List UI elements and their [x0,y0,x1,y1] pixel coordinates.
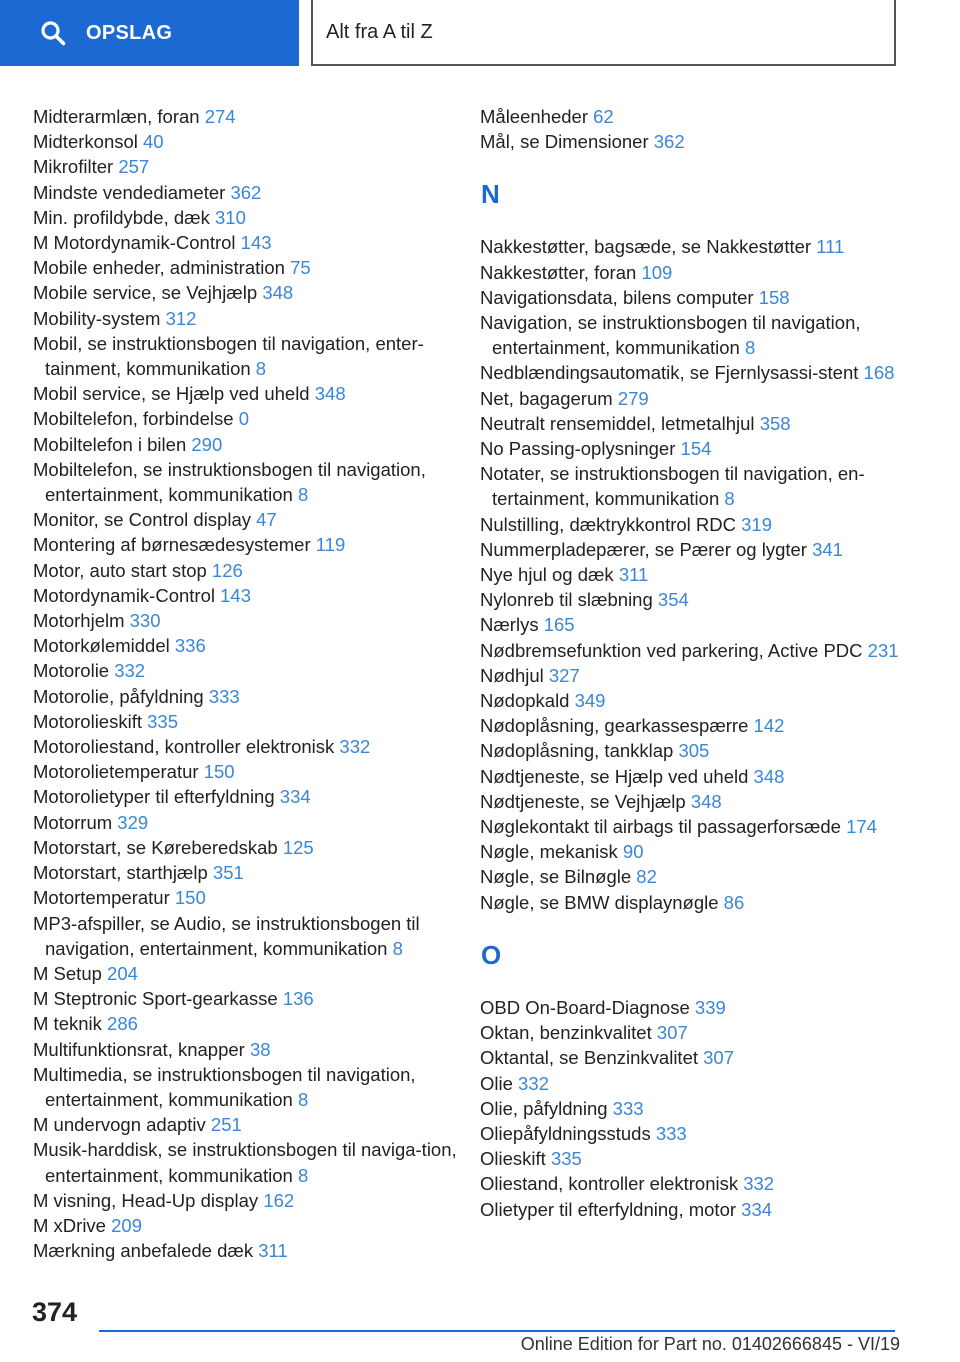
index-entry [480,1071,900,1096]
entry-text: Nulstilling, dæktrykkontrol RDC [480,513,742,535]
page-reference-link[interactable]: 47 [256,509,277,531]
page-reference-link[interactable]: 362 [230,181,262,203]
search-tab-label: OPSLAG [86,21,173,44]
entry-text: M undervogn adaptiv [33,1114,211,1136]
page-reference-link[interactable]: 307 [703,1047,735,1069]
entry-text: Mobil, se instruktionsbogen til navigation, enter-tainment, kommunikation [33,332,424,380]
index-entry [33,784,473,809]
index-entry [33,154,473,179]
page-reference-link[interactable]: 319 [741,513,772,535]
entry-text: Mål, se Dimensioner [480,131,654,153]
index-entry [33,255,473,280]
entry-text: Oktan, benzinkvalitet [480,1022,657,1044]
entry-text: Nummerpladepærer, se Pærer og lygter [480,538,813,560]
index-entry [480,738,900,763]
index-entry [33,1112,473,1137]
index-entry [480,1121,900,1146]
index-entry [480,1146,900,1171]
entry-text: OBD On-Board-Diagnose [480,996,695,1018]
entry-text: Net, bagagerum [480,387,618,409]
index-entry [480,587,900,612]
index-entry [33,860,473,885]
index-entry [33,810,473,835]
section-letter-n: N [481,179,500,210]
index-entry [33,1062,473,1112]
entry-text: Motorolietyper til efterfyldning [33,786,280,808]
index-entry [33,835,473,860]
index-entry [33,558,473,583]
page-reference-link[interactable]: 143 [220,584,251,606]
index-entry [33,734,473,759]
index-entry [480,1171,900,1196]
entry-text: Navigation, se instruktionsbogen til navigation, entertainment, kommunikation [480,312,861,359]
index-entry [480,436,900,461]
page-reference-link[interactable]: 257 [118,156,150,178]
page-reference-link[interactable]: 336 [174,635,206,657]
page-reference-link[interactable]: 154 [680,438,712,460]
entry-text: Mærkning anbefalede dæk [33,1240,259,1262]
page-reference-link[interactable]: 329 [117,811,149,833]
index-entry [33,1037,473,1062]
page-reference-link[interactable]: 8 [392,937,403,959]
page-reference-link[interactable]: 119 [315,534,346,556]
index-entry [33,583,473,608]
entry-text: Midterkonsol [33,131,144,153]
entry-text: M visning, Head-Up display [33,1189,264,1211]
index-entry [480,562,900,587]
index-column-right [480,104,900,1222]
entry-text: Nøgle, se Bilnøgle [480,866,637,888]
index-entry [480,890,900,915]
page-reference-link[interactable]: 111 [816,236,845,258]
index-entry [480,512,900,537]
page-reference-link[interactable]: 348 [314,383,346,405]
page-reference-link[interactable]: 8 [297,1088,309,1110]
footer-divider [99,1330,895,1332]
entry-text: Nedblændingsautomatik, se Fjernlysassi-stent [480,362,864,384]
index-entry [480,1020,900,1045]
index-entry [480,688,900,713]
page-reference-link[interactable]: 168 [863,362,895,384]
index-entry [480,310,900,360]
index-entry [33,1137,473,1187]
index-entry [480,1096,900,1121]
page-reference-link[interactable]: 8 [724,488,735,510]
index-entry [480,360,900,385]
entry-text: Nødhjul [480,664,549,686]
page-reference-link[interactable]: 339 [694,996,726,1018]
entry-text: Motorstart, se Køreberedskab [33,836,283,858]
page-reference-link[interactable]: 82 [636,866,657,888]
index-entry [33,306,473,331]
page-reference-link[interactable]: 305 [678,740,710,762]
page-reference-link[interactable]: 75 [290,257,311,279]
page-reference-link[interactable]: 274 [204,106,236,127]
entry-text: Oliepåfyldningsstuds [480,1122,656,1144]
entry-text: Motorhjelm [33,610,130,632]
index-entry [33,129,473,154]
page-reference-link[interactable]: 286 [107,1013,138,1035]
entry-text: Mindste vendediameter [33,181,231,203]
page-reference-link[interactable]: 290 [191,433,223,455]
index-entry [33,406,473,431]
index-entry [480,411,900,436]
page-reference-link[interactable]: 174 [846,816,877,838]
entry-text: Navigationsdata, bilens computer [480,286,759,308]
entry-text: Nøgle, mekanisk [480,841,623,863]
page-reference-link[interactable]: 136 [282,988,314,1010]
page-reference-link[interactable]: 209 [111,1214,142,1236]
index-entry [480,234,900,259]
entry-text: Motorstart, starthjælp [33,862,213,884]
entry-text: Motorolieskift [33,710,148,732]
entry-text: Mobile enheder, administration [33,257,291,279]
index-entry [480,285,900,310]
index-entry [480,1197,900,1222]
index-entry [33,911,473,961]
entry-text: Motordynamik-Control [33,584,221,606]
entry-text: Nødbremsefunktion ved parkering, Active PDC [480,639,868,661]
index-entry [33,684,473,709]
entry-text: MP3-afspiller, se Audio, se instruktionsbogen til navigation, entertainment, kommunikation [33,912,420,959]
page-reference-link[interactable]: 204 [107,962,138,984]
page-reference-link[interactable]: 332 [114,660,146,682]
entry-text: Nakkestøtter, bagsæde, se Nakkestøtter [480,236,817,258]
page-reference-link[interactable]: 142 [753,715,785,737]
entry-text: M xDrive [33,1214,112,1236]
page-reference-link[interactable]: 312 [165,307,197,329]
page-reference-link[interactable]: 38 [249,1038,271,1060]
index-entry [33,280,473,305]
index-entry [33,986,473,1011]
entry-text: Nøgle, se BMW displaynøgle [480,891,724,913]
page-reference-link[interactable]: 307 [656,1022,688,1044]
index-entry [33,507,473,532]
page-reference-link[interactable]: 330 [129,610,161,632]
index-entry [480,386,900,411]
index-entry [33,709,473,734]
page-reference-link[interactable]: 162 [263,1189,295,1211]
entry-text: Oliestand, kontroller elektronisk [480,1173,744,1195]
entry-text: Mobiltelefon i bilen [33,433,192,455]
entry-text: Nøglekontakt til airbags til passagerforsæde [480,816,847,838]
entry-text: M teknik [33,1013,108,1035]
page-reference-link[interactable]: 327 [548,664,580,686]
index-entry [33,180,473,205]
entry-text: Nylonreb til slæbning [480,589,658,611]
index-entry [33,457,473,507]
index-entry [480,638,900,663]
page-reference-link[interactable]: 40 [143,131,164,153]
entry-text: Nye hjul og dæk [480,564,619,586]
page-reference-link[interactable]: 354 [657,589,689,611]
index-entry [480,789,900,814]
page-reference-link[interactable]: 358 [759,412,791,434]
index-entry [33,759,473,784]
index-entry [480,814,900,839]
index-entry [33,1238,473,1263]
page-reference-link[interactable]: 125 [282,836,314,858]
page-reference-link[interactable]: 332 [743,1173,775,1195]
entry-text: Olie [480,1072,519,1094]
entry-text: Monitor, se Control display [33,509,257,531]
index-entry [33,230,473,255]
page-reference-link[interactable]: 362 [653,131,685,153]
entry-text: Mobiltelefon, se instruktionsbogen til navigation, entertainment, kommunikation [33,458,426,506]
footer-edition: Online Edition for Part no. 01402666845 - VI/19 [520,1334,900,1354]
index-entry [33,608,473,633]
entry-text: Olie, påfyldning [480,1097,613,1119]
entry-text: Motorkølemiddel [33,635,175,657]
page-reference-link[interactable]: 8 [297,1164,309,1186]
entry-text: Mobil service, se Hjælp ved uheld [33,383,315,405]
index-entry [33,1188,473,1213]
entry-text: Olieskift [480,1148,551,1170]
entry-text: Musik-harddisk, se instruktionsbogen til naviga-tion, entertainment, kommunikation [33,1139,457,1186]
index-entry [33,1011,473,1036]
page-reference-link[interactable]: 90 [622,841,644,863]
entry-text: M Setup [33,962,108,984]
page-reference-link[interactable]: 311 [258,1240,288,1262]
entry-text: Nærlys [480,614,544,636]
index-column-left [33,104,473,1263]
page-reference-link[interactable]: 335 [550,1148,582,1170]
entry-text: Mobility-system [33,307,166,329]
entry-text: Motorrum [33,811,118,833]
entry-text: Multifunktionsrat, knapper [33,1038,250,1060]
index-entry [33,532,473,557]
entry-text: Nødopkald [480,690,575,712]
entry-text: Mobiltelefon, forbindelse [33,408,239,430]
entry-text: Mikrofilter [33,156,119,178]
page-reference-link[interactable]: 8 [744,337,756,359]
entry-text: Motoroliestand, kontroller elektronisk [33,736,340,758]
index-entry [480,612,900,637]
entry-text: No Passing-oplysninger [480,438,681,460]
index-entry [33,633,473,658]
page-reference-link[interactable]: 351 [212,862,244,884]
page-reference-link[interactable]: 150 [203,761,235,783]
page-reference-link[interactable]: 86 [723,891,745,913]
page-reference-link[interactable]: 150 [174,887,206,909]
page-reference-link[interactable]: 335 [147,710,178,732]
page-reference-link[interactable]: 143 [240,232,272,254]
entry-text: Nødoplåsning, tankklap [480,740,679,762]
index-entry [480,129,900,154]
entry-text: Motortemperatur [33,887,175,909]
page-reference-link[interactable]: 165 [543,614,575,636]
search-icon [40,20,66,46]
page-reference-link[interactable]: 8 [297,484,309,506]
index-entry [480,764,900,789]
page-reference-link[interactable]: 158 [758,286,790,308]
entry-text: Nødtjeneste, se Hjælp ved uheld [480,765,754,787]
section-letter-o: O [481,939,502,970]
page-reference-link[interactable]: 8 [255,358,267,380]
page-reference-link[interactable]: 348 [753,765,785,787]
entry-text: Notater, se instruktionsbogen til navigation, en-tertainment, kommunikation [480,463,865,510]
entry-text: Motorolie, påfyldning [33,685,209,707]
page-reference-link[interactable]: 332 [339,736,371,758]
index-entry [33,885,473,910]
index-entry [480,104,900,129]
search-tab-button[interactable] [0,0,299,66]
index-entry [480,461,900,511]
top-bar [0,0,960,66]
page-number: 374 [32,1297,78,1327]
entry-text: Montering af børnesædesystemer [33,534,316,556]
page-reference-link[interactable]: 279 [617,387,649,409]
page-reference-link[interactable]: 109 [641,261,673,283]
index-entry [33,961,473,986]
page-reference-link[interactable]: 231 [867,639,899,661]
index-entry [480,995,900,1020]
page-reference-link[interactable]: 349 [574,690,606,712]
page-reference-link[interactable]: 333 [208,685,240,707]
index-entry [33,432,473,457]
page-reference-link[interactable]: 311 [618,564,649,586]
index-entry [480,663,900,688]
page-reference-link[interactable]: 333 [612,1097,644,1119]
index-entry [480,260,900,285]
index-entry [480,1045,900,1070]
index-entry [480,864,900,889]
page-reference-link[interactable]: 251 [210,1114,242,1136]
index-entry [33,104,473,129]
page-reference-link[interactable]: 310 [215,206,246,228]
page-reference-link[interactable]: 341 [812,538,843,560]
entry-text: Olietyper til efterfyldning, motor [480,1198,742,1220]
entry-text: Multimedia, se instruktionsbogen til navigation, entertainment, kommunikation [33,1063,416,1110]
entry-text: Min. profildybde, dæk [33,206,216,228]
index-entry [33,381,473,406]
entry-text: Motorolietemperatur [33,761,204,783]
page-reference-link[interactable]: 0 [238,408,249,430]
entry-text: Oktantal, se Benzinkvalitet [480,1047,704,1069]
section-title: Alt fra A til Z [311,0,896,66]
entry-text: Mobile service, se Vejhjælp [33,282,263,304]
index-entry [480,839,900,864]
index-entry [33,331,473,381]
page-reference-link[interactable]: 348 [262,282,294,304]
index-entry [480,537,900,562]
page-reference-link[interactable]: 334 [741,1198,773,1220]
entry-text: Nødoplåsning, gearkassespærre [480,715,754,737]
entry-text: Nødtjeneste, se Vejhjælp [480,790,691,812]
index-entry [33,1213,473,1238]
index-entry [33,205,473,230]
page-reference-link[interactable]: 333 [655,1122,687,1144]
page-reference-link[interactable]: 62 [593,106,614,127]
entry-text: Nakkestøtter, foran [480,261,642,283]
entry-text: Midterarmlæn, foran [33,106,205,127]
page-reference-link[interactable]: 126 [211,559,243,581]
entry-text: Neutralt rensemiddel, letmetalhjul [480,412,760,434]
page-reference-link[interactable]: 348 [690,790,722,812]
entry-text: Måleenheder [480,106,594,127]
entry-text: Motorolie [33,660,115,682]
entry-text: M Motordynamik-Control [33,232,241,254]
index-entry [480,713,900,738]
entry-text: M Steptronic Sport-gearkasse [33,988,283,1010]
entry-text: Motor, auto start stop [33,559,212,581]
page-reference-link[interactable]: 332 [518,1072,549,1094]
index-entry [33,658,473,683]
page-reference-link[interactable]: 334 [279,786,311,808]
